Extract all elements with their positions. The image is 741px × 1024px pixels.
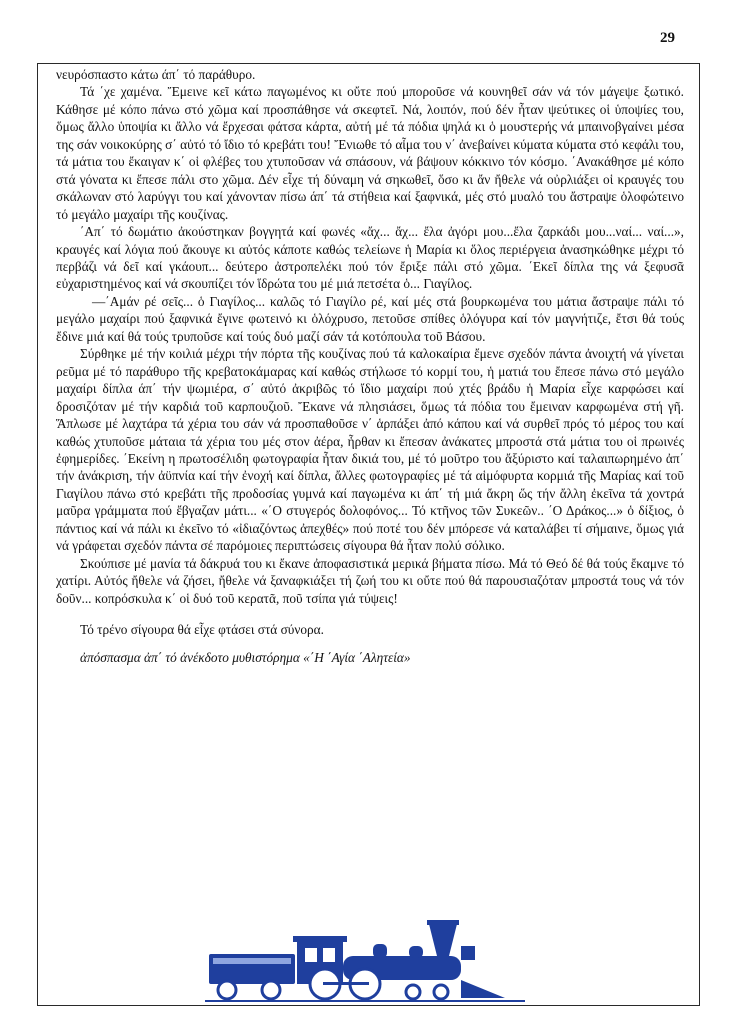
paragraph: Σύρθηκε μέ τήν κοιλιά μέχρι τήν πόρτα τῆς κουζίνας πού τά καλοκαίρια ἔμενε σχεδόν πάντα ἀνοιχτή νά γίνεται ρεῦμα μέ τό παράθυρο τῆς κρεβατοκάμαρας καί καθώς στήλωσε τό κορμί του, ἡ ματιά του ἔπεσε πάνω στό μεγάλο μαχαίρι δίπλα άπ΄ τήν ψωμιέρα, σ΄ αὐτό ἀκριβῶς τό ἴδιο μαχαίρι πού χτές βράδυ ἡ Μαρία εἶχε καρφώσει καί δροσιζόταν μέ τήν καρδιά τοῦ καρπουζιοῦ. Ἔκανε νά πλησιάσει, ὅμως τά πόδια του ἔμειναν καρφωμένα στή γῆ. Ἅπλωσε μέ λαχτάρα τά χέρια του σάν νά προσπαθοῦσε ν΄ ἁρπάξει ἀπό κάπου καί νά συρθεῖ πρός τό μέρος του καί καθώς χτυποῦσε μάταια τά χέρια του μές στον ἀέρα, ἦρθαν κι ἔπεσαν ἀνάκατες μπροστά στά μάτια του οἱ πρωινές ἐφημερίδες. ΄Εκείνη η πρωτοσέλιδη φωτογραφία ἦταν δικιά του, μέ τό μοῦτρο του ἄξύριστο καί ταλαιπωρημένο ἀπ΄ τήν ἀνάκριση, τήν ἀϋπνία καί τήν ἐνοχή καί δίπλα, ἄλλες φωτογραφίες μέ τά αἱμόφυρτα κορμιά τῆς Μαρίας καί τοῦ Γιαγίλου πάνω στό κρεβάτι τῆς προδοσίας γυμνά καί παγωμένα κι άπ΄ τή μιά ἄκρη ὥς τήν ἄλλη ἐκεῖνα τά χοντρά μαῦρα γράμματα πού ἔβγαζαν μάτι... «΄Ο στυγερός δολοφόνος... Τό κτῆνος τῶν Συκεῶν.. ΄Ο Δράκος...» ὁ δίξιος, ὁ πάντιος καί νά πάλι κι ἐκεῖνο τό «ἰδιαζόντως ἀπεχθές» πού ποτέ του δέν μπόρεσε νά καταλάβει τί σήμαινε, ὅμως γιά νά γράφεται σχεδόν πάντα σέ παρόμοιες περιπτώσεις σίγουρα θά ἦταν πολύ σόλικο. — [56, 346, 684, 554]
closing-paragraph: Τό τρένο σίγουρα θά εἶχε φτάσει στά σύνορα. — [80, 622, 324, 638]
source-caption: ἀπόσπασμα ἀπ΄ τό ἀνέκδοτο μυθιστόρημα «΄Η ΄Αγία ΄Αλητεία» — [80, 649, 411, 665]
paragraph: νευρόσπαστο κάτω άπ΄ τό παράθυρο. — [56, 67, 256, 82]
paragraph: ΄Απ΄ τό δωμάτιο ἀκούστηκαν βογγητά καί φωνές «ἄχ... ἄχ... ἔλα ἀγόρι μου...ἔλα ζαρκάδι μου...ναί... ναί...», κραυγές καί λόγια πού ἄκουγε κι αὐτός κάποτε καθώς τελείωνε ἡ Μαρία κι ὅλος περιέργεια ἀνασηκώθηκε μέχρι τό περβάζι νά δεῖ καί γκάουπ... δεύτερο ἀστροπελέκι πού τόν ἔριξε πάλι στό χῶμα. ΄Εκεῖ δίπλα της νά ξεφυσᾶ εὐχαριστημένος καί νά σκουπίζει τόν ἵδρώτα του μέ μιά πετσέτα ὁ... Γιαγίλος. — [56, 224, 684, 292]
dialogue-paragraph: —΄Αμάν ρέ σεῖς... ὁ Γιαγίλος... καλῶς τό Γιαγίλο ρέ, καί μές στά βουρκωμένα του μάτια ἄστραψε πάλι τό μεγάλο μαχαίρι πού ξαφνικά ἔγινε φωτεινό κι ὁλόχρυσο, πετοῦσε σπίθες ὁλόγυρα καί τόν μαγνήτιζε, ἔτσι θά τούς ἔδινε μιά καί θά τούς τρυποῦσε καί τούς δυό μαζί σάν τά κοτόπουλα τοῦ Βάσου. — [56, 293, 684, 344]
paragraph: Σκούπισε μέ μανία τά δάκρυά του κι ἔκανε ἀποφασιστικά μερικά βήματα πίσω. Μά τό Θεό δέ θά τούς ἔκαμνε τό χατίρι. Αὐτός ἤθελε νά ζήσει, ἤθελε νά ξαναφκιάξει τή ζωή του κι οὔτε πού θά παρουσιαζόταν μπροστά τους νά τόν δοῦν... κοπρόσκυλα κ΄ οἱ δυό τοῦ κερατᾶ, ποῦ τσίπα γιά τύψεις! — [56, 555, 684, 606]
page-number: 29 — [660, 30, 675, 46]
story-text — [56, 66, 684, 666]
paragraph: Τά ΄χε χαμένα. Ἔμεινε κεῖ κάτω παγωμένος κι οὔτε πού μποροῦσε νά κουνηθεῖ σάν νά τόν μάγεψε ξωτικό. Κάθησε μέ κόπο πάνω στό χῶμα καί προσπάθησε νά σκεφτεῖ. Νά, λοιπόν, πού δέν ἦταν ψεύτικες οἱ ὑποψίες του, ὅμως ἄλλο ὑποψία κι ἄλλο νά ἔρχεσαι φάτσα κάρτα, αὐτή μέ τά πόδια ψηλά κι ὁ μουστερής νά μπαινοβγαίνει μέσα της σάν νοικοκύρης σ΄ αὐτό τό ἴδιο τό κρεβάτι του! Ἔνιωθε τό αἷμα του ν΄ ἀνεβαίνει κύματα κύματα στό κεφάλι του, τά μάτια του ἔκαιγαν κ΄ οἱ φλέβες του χτυποῦσαν νά σπάσουν, νά βάψουν κόκκινο τόν κόσμο. ΄Ανακάθησε μέ κόπο στά γόνατα κι ἔπεσε πάλι στο χῶμα. Δέν εἶχε τή δύναμη νά σηκωθεῖ, ὅσο κι ἄν ἤθελε νά οὐρλιάξει οἱ κραυγές του σκάλωναν στό λαρύγγι του καί χάνονταν πίσω άπ΄ τά στήθεια καί ξαφνικά, μές στό μυαλό του ἄστραψε ὁλοφώτεινο τό μεγάλο μαχαίρι τῆς κουζίνας. — [56, 84, 684, 222]
locomotive-illustration — [205, 918, 525, 1004]
